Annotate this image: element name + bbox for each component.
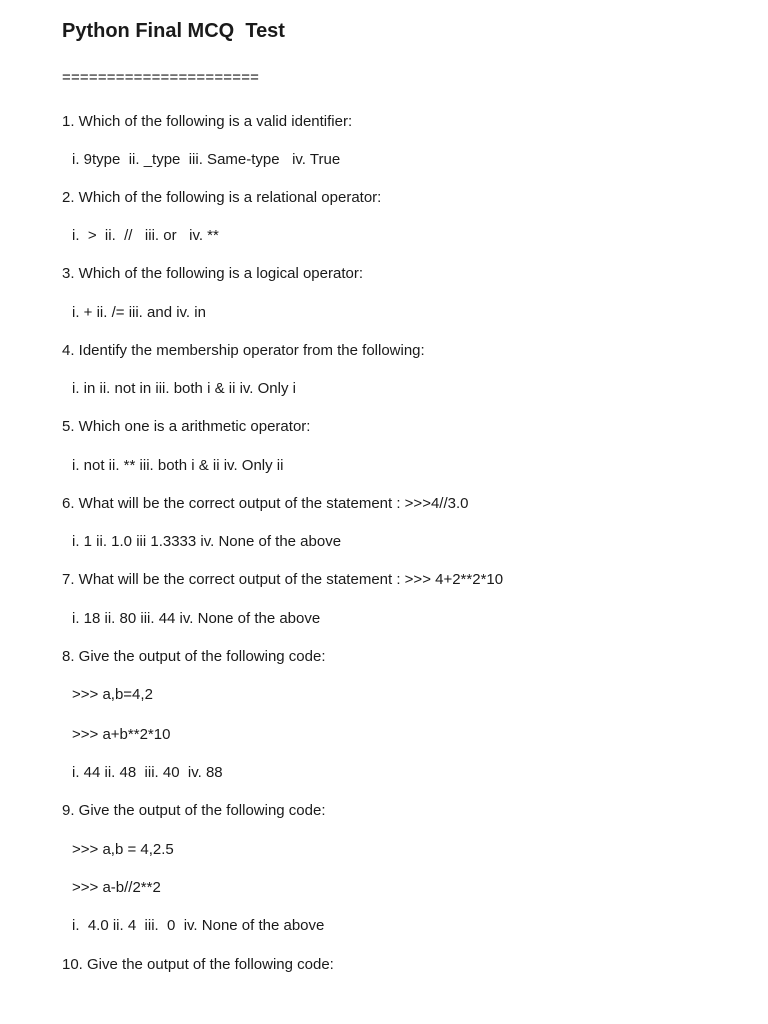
question-3: 3. Which of the following is a logical operator: [62,265,363,282]
options-6: i. 1 ii. 1.0 iii 1.3333 iv. None of the above [72,533,342,550]
options-2: i. > ii. // iii. or iv. ** [72,227,219,244]
question-9: 9. Give the output of the following code: [62,802,326,819]
question-10: 10. Give the output of the following code: [62,956,334,973]
code-line-9a: >>> a,b = 4,2.5 [72,841,174,858]
options-5: i. not ii. ** iii. both i & ii iv. Only ii [72,457,284,474]
question-8: 8. Give the output of the following code: [62,648,326,665]
options-8: i. 44 ii. 48 iii. 40 iv. 88 [72,764,223,781]
code-line-9b: >>> a-b//2**2 [72,879,161,896]
options-9: i. 4.0 ii. 4 iii. 0 iv. None of the above [72,917,325,934]
question-4: 4. Identify the membership operator from the following: [62,342,425,359]
code-line-8b: >>> a+b**2*10 [72,726,171,743]
options-4: i. in ii. not in iii. both i & ii iv. Only i [72,380,296,397]
question-1: 1. Which of the following is a valid identifier: [62,113,353,130]
question-5: 5. Which one is a arithmetic operator: [62,418,311,435]
page-title: Python Final MCQ Test [62,20,285,42]
question-2: 2. Which of the following is a relational operator: [62,189,382,206]
options-3: i. + ii. /= iii. and iv. in [72,304,206,321]
options-7: i. 18 ii. 80 iii. 44 iv. None of the above [72,610,321,627]
question-7: 7. What will be the correct output of the statement : >>> 4+2**2*10 [62,571,504,588]
title-separator: ====================== [62,69,260,86]
code-line-8a: >>> a,b=4,2 [72,686,153,703]
options-1: i. 9type ii. _type iii. Same-type iv. True [72,151,341,168]
question-6: 6. What will be the correct output of the statement : >>>4//3.0 [62,495,469,512]
